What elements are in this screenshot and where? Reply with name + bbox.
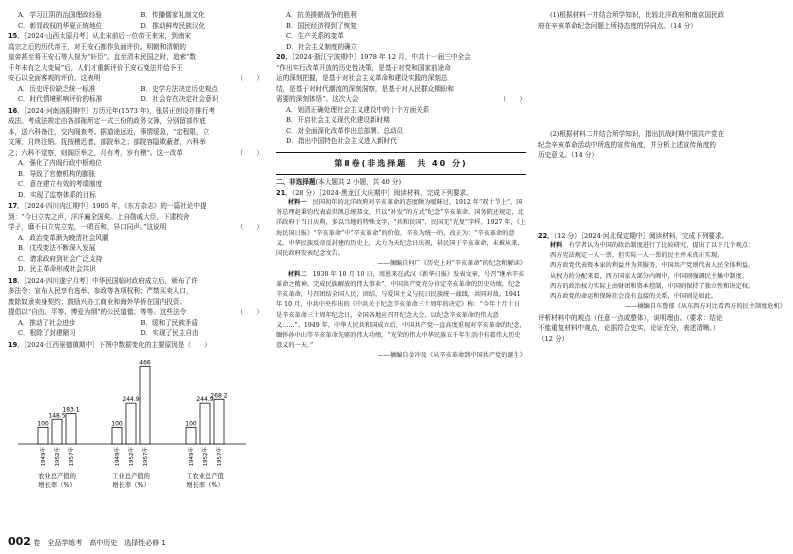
q19-option-c[interactable]: C．生产关系的变革 (286, 32, 344, 40)
q22-source: （12 分）［2024·河北保定期中］ (553, 231, 650, 240)
chart-value-label: 244.9 (122, 396, 140, 404)
q16-option-a[interactable]: A．强化了内阁行政中枢地位 (18, 159, 102, 167)
chart-value-label: 244.9 (196, 396, 214, 404)
q16-option-d[interactable]: D．实现了监察体系的目标 (18, 190, 96, 199)
q15-answer-blank[interactable]: （ ） (236, 74, 263, 82)
section2-note: (本大题共 2 小题，共 40 分) (315, 178, 402, 186)
q18-line: 中华民国临时政府成立后，颁布了许 (92, 276, 198, 285)
q16-line: 文簿，月终注销。抚按稽迟者，部院举之；部院容隐欺蔽者，六科举 (8, 138, 206, 146)
q17-answer-blank[interactable]: （ ） (236, 223, 263, 231)
chart-group-label: 农业总产值的 (38, 473, 76, 480)
q16-line: 成法。考成法规定由各部衙所定一式三份的政务文簿，分别留部作底 (8, 117, 206, 125)
chart-category-label: 1949年 (189, 447, 195, 467)
q21-material-1 (276, 198, 526, 259)
q14-options-row1 (8, 10, 263, 21)
material-source: ——摘编自东鲁郁《从东西方对比看西方的民主制度危机》 (625, 303, 786, 311)
chart-category-label: 1957年 (69, 447, 75, 467)
footer-text: 卷 全品学练考 高中历史 选择性必修 1 (33, 539, 166, 547)
q19-number: 19． (8, 340, 24, 349)
chart-group-label: 工农业总产值 (186, 473, 224, 480)
q20-line: 结，是基于对时代潮流的深刻洞察，是基于对人民群众期盼和 (276, 84, 455, 93)
material-source: ——摘编自何广《历史上对“辛亥革命”的纪念和解读》 (377, 260, 526, 268)
q17-number: 17． (8, 202, 24, 210)
chart-value-label: 100 (185, 420, 197, 428)
q21-subq1-line: (1)根据材料一并结合所学知识，比较北洋政府和南京国民政 (550, 11, 725, 19)
material-text: 1938 年 10 月 10 日，周恩来在武汉《新华日报》发表文章，号召“继承辛亥革命之精神，完成民族解放的伟大事业”。中国共产党充分肯定辛亥革命的历史功绩，纪念辛亥革命，号召团结全国人民，团结，与爱国主义与抗日民族统一战线，共同对敌。1941 年 10 月，中共中央作出的《中共关于纪念辛亥革命三十周年的决定》称：“今年十月十日是辛亥革命三十周年纪念日，全国各地应召开纪念大会，以纪念辛亥革命的伟大意义……”。1949 年，中华人民共和国成立后，中国共产党一直高度重视对辛亥革命的纪念，缅怀孙中山等辛亥革命先驱的伟大功绩，“光荣的伟大中华民族五千年生活中有着伟大历史意义的一天。” (276, 270, 526, 350)
q15-option-d[interactable]: D．社会存在决定社会意识 (140, 95, 219, 103)
q17-line: 1905 年，《东方杂志》的一篇社论中提 (92, 202, 207, 210)
material-source: ——摘编自金冲及《从辛亥革命到中国共产党的诞生》 (377, 352, 526, 360)
q21-source: （28 分）［2024·黑龙江大庆期中］ (291, 188, 394, 197)
q21-subq2-line: (2)根据材料二并结合所学知识，指出抗战时期中国共产党在 (550, 130, 725, 138)
material-text: 有学者认为中国的政治制度进行了比较研究，提出了以下几个观点： (568, 242, 755, 249)
material-point: 从权力的分配来看，西方国家大部分内阁中，中国则强调民主集中制度。 (550, 272, 748, 280)
q17-option-c[interactable]: C．请求政府到社会广泛支持 (18, 254, 103, 263)
chart-category-label: 1952年 (55, 447, 61, 467)
q22-prompt-line: （12 分） (538, 334, 569, 343)
question-16 (8, 106, 263, 201)
q17-option-b[interactable]: B．戊戌变法不断深入发展 (18, 244, 96, 252)
q15-line: 从北宋前后一位帝王来宋，到南宋 (92, 32, 192, 40)
q18-number: 18． (8, 276, 24, 285)
q14-option-d[interactable]: D．推动鲜卑民族汉化 (140, 21, 206, 30)
chart-category-label: 1957年 (217, 447, 223, 467)
q18-line: 多法令：宣布人民享有选举、参政等各项权利；严禁买卖人口， (8, 287, 193, 295)
q17-source: ［2024·四川内江期中］ (23, 202, 93, 210)
chart-bar (112, 427, 122, 444)
q20-option-b[interactable]: B．开启社会主义现代化建设新时期 (286, 116, 390, 124)
q19-source: ［2024·江西景德镇期中］ (23, 340, 99, 349)
q15-option-b[interactable]: B．史学方法决定历史观点 (140, 84, 218, 93)
q16-source: ［2024·河南洛阳期中］ (23, 106, 93, 115)
q18-line: 废除奴隶卖身契约；鼓励兴办工商业和海外华侨在国内投资； (8, 297, 187, 306)
column-right (538, 10, 786, 345)
q15-line: 皇帝甚至将王安石等人视为“奸臣”。直至清末民国之时，追索“数 (8, 53, 197, 61)
q22-intro: 阅读材料，完成下列要求。 (649, 231, 729, 240)
q20-source: ［2024·浙江宁波期中］ (291, 53, 361, 61)
q20-line: “作出实行改革开放的历史性决策，是基于对党和国家前途命 (276, 63, 451, 72)
material-label: 材料 (550, 242, 563, 249)
chart-bar (38, 427, 48, 444)
q20-line: 1978 年 12 月，中共十一届三中全会 (360, 53, 471, 61)
section-title: 第Ⅱ卷(非选择题 共 40 分) (334, 158, 468, 168)
q21-material-2 (276, 270, 526, 352)
question-19 (8, 340, 263, 351)
q15-source: ［2024·山西太原月考］ (23, 32, 93, 40)
q21-intro: 阅读材料，完成下列要求。 (393, 188, 473, 197)
chart-category-label: 1952年 (129, 447, 135, 467)
question-18 (8, 276, 263, 339)
q17-line: 学子，靡不曰立宪立宪，一唱百和，异口同声。”这说明 (8, 223, 167, 231)
q18-option-c[interactable]: C．根除了封建陋习 (18, 329, 76, 337)
q22-number: 22． (538, 231, 554, 240)
q19-bar-chart (8, 352, 263, 490)
material-point: 西方政党代表资本家的利益并为其服务，中国共产党则代表人民全体利益。 (550, 262, 755, 270)
column-left (8, 10, 263, 490)
page-number: 002 (8, 535, 31, 548)
q18-option-d[interactable]: D．实现了民主自由 (140, 329, 199, 337)
chart-category-label: 1949年 (41, 447, 47, 467)
chart-bar (66, 413, 76, 444)
q17-option-d[interactable]: D．民主革命形成社会共识 (18, 265, 96, 273)
column-middle (276, 10, 526, 362)
q17-option-a[interactable]: A．政治变革渐为晚清社会风潮 (18, 233, 109, 242)
question-17 (8, 201, 263, 275)
q17-line: 到：“今日立宪之声，洋洋遍全国矣。上自勋戚大臣，下逮校舍 (8, 212, 190, 221)
chart-value-label: 466 (139, 359, 151, 367)
page-footer (8, 535, 166, 548)
q20-option-a[interactable]: A．划清正确处理社会主义建设中的十个方面关系 (286, 105, 430, 114)
question-15 (8, 31, 263, 105)
q19-option-a[interactable]: A．抗美援朝战争的胜利 (286, 11, 357, 19)
chart-value-label: 100 (111, 420, 123, 428)
chart-bar (52, 419, 62, 444)
q20-answer-blank[interactable]: （ ） (499, 95, 526, 103)
section2-heading: 二、非选择题 (276, 178, 316, 186)
chart-bar (140, 366, 150, 444)
material-point: 西方的政治权力实际上由财团和资本控制，中国则保持了独立性和决定权。 (550, 282, 755, 290)
q15-number: 15． (8, 32, 24, 40)
q20-option-c[interactable]: C．对全面深化改革作出总部署、总动员 (286, 126, 404, 135)
q18-line: 提倡以“自由、平等、博爱为纲”的公民道德；等等。这些法令 (8, 308, 187, 316)
q20-line: 需要的深刻体悟”。这次大会 (276, 95, 359, 103)
chart-value-label: 268.2 (210, 392, 228, 400)
material-text: 民国初年的北洋政府对辛亥革命的态度颇为暧昧过。1912 年“双十节上”，国务总理赵秉钧代表袁世凯总统恭文，只以“补发”的方式“纪念”辛亥革命。国务院还规定，北洋政府于当日庆典，多以当地的特殊文字，“共和民国”，民国无“光复”字样。1927 年，《上海民国日报》“辛亥革命”中“辛亥革命”的价值，辛亥为统一的，改正为：“辛亥革命的意义。中华民族反帝反封建的历史上，大力为天纪念日庆祝，甚民国于辛亥革命，未被从来，国民政府发表纪念文告。 (276, 199, 527, 258)
chart-category-label: 1957年 (143, 447, 149, 467)
material-label: 材料一 (288, 199, 307, 206)
q16-number: 16． (8, 106, 24, 115)
q16-option-b[interactable]: B．导致了官僚机构的膨胀 (18, 169, 96, 178)
q21-number: 21． (276, 188, 292, 197)
q16-option-c[interactable]: C．意在建立有效的考绩制度 (18, 180, 103, 188)
q21-subq2-line: 纪念辛亥革命活动中所选的宣传角度，并分析上述宣传角度的 (538, 140, 717, 149)
chart-group-label: 工业总产值的 (112, 473, 150, 480)
q14-option-b[interactable]: B．传播儒家礼制文化 (140, 11, 205, 19)
section-divider (276, 152, 526, 153)
q19-option-d[interactable]: D．社会主义制度的确立 (286, 42, 358, 51)
question-22 (538, 231, 786, 345)
q15-line: 千年未有之大变局”后，人们才重新评价王安石变法并给予王 (8, 63, 183, 72)
chart-category-label: 1952年 (203, 447, 209, 467)
bar-chart-svg (18, 352, 248, 490)
chart-value-label: 148.5 (48, 412, 66, 420)
q21-subq2-line: 历史意义。（14 分） (538, 151, 598, 159)
q16-line: 之；六科不觉察，则阁臣举之，月有考，岁有稽”。这一改革 (8, 148, 183, 157)
q18-option-a[interactable]: A．推动了社会进步 (18, 318, 76, 327)
chart-value-label: 183.1 (62, 406, 80, 414)
material-point: 西方宪法规定一人一票，但实际一人一票的民主并未真正实现。 (550, 252, 724, 260)
answer-space[interactable] (538, 31, 786, 129)
q18-answer-blank[interactable]: （ ） (236, 308, 263, 316)
chart-bar (186, 427, 196, 444)
section-divider (276, 174, 526, 175)
q18-source: ［2024·四川遂宁月考］ (23, 276, 93, 285)
q22-prompt-line: 评析材料中的观点（任意一点或整体），说明理由。（要求：结论 (538, 313, 723, 322)
q16-line: 万历元年(1573 年)，张居正创设并推行考 (92, 106, 216, 115)
chart-group-label: 增长率（%） (186, 482, 224, 489)
chart-value-label: 100 (37, 420, 49, 428)
material-label: 材料二 (288, 270, 307, 278)
chart-bar (200, 403, 210, 444)
chart-bar (214, 399, 224, 444)
q20-line: 运的深刻把握，是基于对社会主义革命和建设实践的深刻总 (276, 74, 448, 82)
q18-option-b[interactable]: B．缓和了民族矛盾 (140, 318, 199, 327)
q16-line: 本，送六科备注，交内阁查考。据道途远近，事情缓急，“定程限，立 (8, 127, 210, 136)
q15-option-c[interactable]: C．时代情境影响评价的标准 (18, 95, 103, 103)
q19-line: 下图中数据变化的主要原因是（ ） (98, 340, 211, 349)
q14-options-row2 (8, 21, 263, 32)
q20-option-d[interactable]: D．指出中国特色社会主义进入新时代 (286, 137, 397, 145)
chart-bar (126, 403, 136, 444)
chart-category-label: 1949年 (115, 447, 121, 467)
q22-prompt-line: 不能重复材料中观点，论据符合史实，论证充分，表述清晰。） (538, 324, 720, 333)
q14-option-c[interactable]: C．彰显政权的华夏正统地位 (18, 21, 103, 30)
q20-number: 20． (276, 53, 292, 61)
material-point: 西方政党的命运和保障社会没有直接的关系，中国则是如此。 (550, 293, 718, 301)
question-20 (276, 52, 526, 147)
q14-option-a[interactable]: A．学习江阴的治国理政经验 (18, 11, 102, 19)
chart-group-label: 增长率（%） (112, 482, 150, 489)
q15-line: 高宗之后的历代帝王，对王安石都作负面评价。明朝和清朝的 (8, 42, 187, 51)
q19-option-b[interactable]: B．国民经济得到了恢复 (286, 21, 357, 30)
chart-group-label: 增长率（%） (38, 482, 76, 489)
q16-answer-blank[interactable]: （ ） (236, 148, 263, 157)
q21-subq1-line: 府在辛亥革命纪念问题上所持态度的异同点。（14 分） (538, 21, 697, 30)
q15-option-a[interactable]: A．历史评价缺乏统一标准 (18, 84, 96, 93)
answer-space[interactable] (538, 161, 786, 231)
q15-line: 安石以全面客观的评价。这表明 (8, 74, 101, 82)
